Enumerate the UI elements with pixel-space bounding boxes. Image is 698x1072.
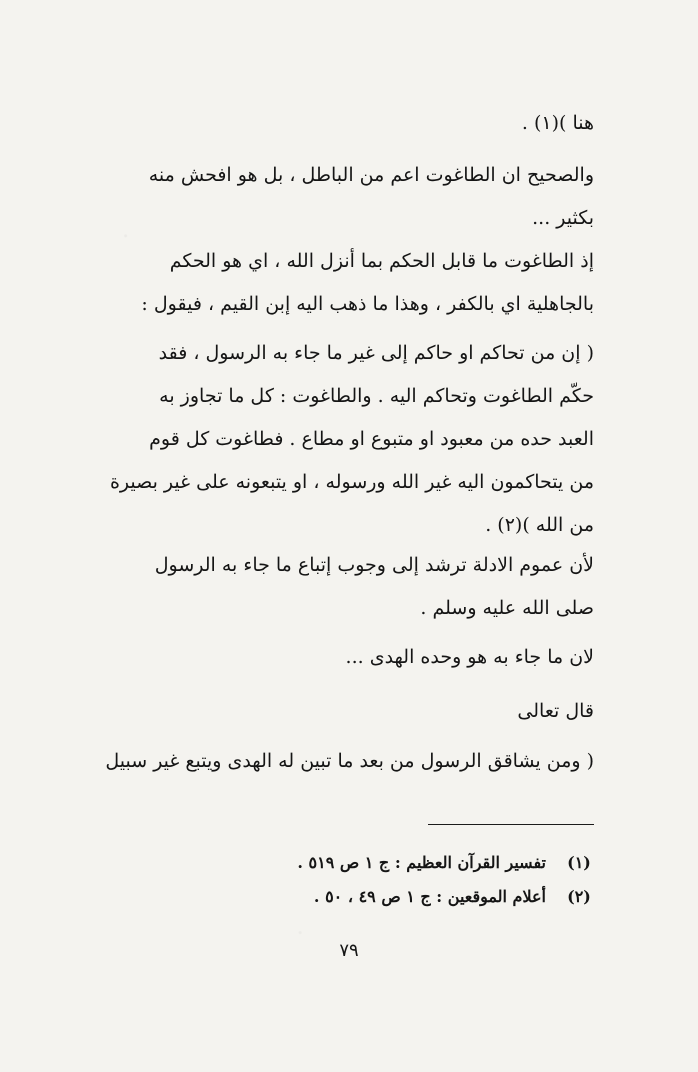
text-line: من الله )(٢) . <box>485 514 594 536</box>
text-line: هنا )(١) . <box>521 112 594 134</box>
text-line: صلى الله عليه وسلم . <box>420 597 594 619</box>
paragraph-1 <box>90 102 594 145</box>
paragraph-7 <box>90 690 594 733</box>
footnote-text: تفسير القرآن العظيم : ج ١ ص ٥١٩ . <box>297 853 546 872</box>
text-line: ( إن من تحاكم او حاكم إلى غير ما جاء به الرسول ، فقد <box>158 342 594 364</box>
text-line: من يتحاكمون اليه غير الله ورسوله ، او يتبعونه على غير بصيرة <box>109 471 594 493</box>
page-number: ٧٩ <box>339 940 359 961</box>
footnote-text: أعلام الموقعين : ج ١ ص ٤٩ ، ٥٠ . <box>313 887 546 906</box>
text-line: لأن عموم الادلة ترشد إلى وجوب إتباع ما جاء به الرسول <box>154 554 594 576</box>
paragraph-6 <box>90 636 594 679</box>
text-line: ( ومن يشاقق الرسول من بعد ما تبين له الهدى ويتبع غير سبيل <box>105 750 594 772</box>
paragraph-2 <box>90 154 594 240</box>
text-line: والصحيح ان الطاغوت اعم من الباطل ، بل هو افحش منه <box>148 164 594 186</box>
footnotes <box>90 846 594 914</box>
text-line: إذ الطاغوت ما قابل الحكم بما أنزل الله ، اي هو الحكم <box>169 250 594 272</box>
footnote-number: (١) <box>567 853 591 872</box>
footnote-divider <box>428 824 594 825</box>
text-line: بكثير ... <box>532 207 594 229</box>
footnote-2 <box>90 880 594 914</box>
paragraph-5 <box>90 544 594 630</box>
text-line: بالجاهلية اي بالكفر ، وهذا ما ذهب اليه إبن القيم ، فيقول : <box>141 293 594 315</box>
paragraph-4-quotation <box>90 332 594 547</box>
paragraph-3 <box>90 240 594 326</box>
text-line: العبد حده من معبود او متبوع او مطاع . فطاغوت كل قوم <box>149 428 594 450</box>
text-line: حكّم الطاغوت وتحاكم اليه . والطاغوت : كل ما تجاوز به <box>159 385 594 407</box>
paragraph-8-quran-verse <box>90 740 594 783</box>
text-line: قال تعالى <box>517 700 594 722</box>
footnote-number: (٢) <box>567 887 591 906</box>
footnote-1 <box>90 846 594 880</box>
text-line: لان ما جاء به هو وحده الهدى ... <box>345 646 594 668</box>
